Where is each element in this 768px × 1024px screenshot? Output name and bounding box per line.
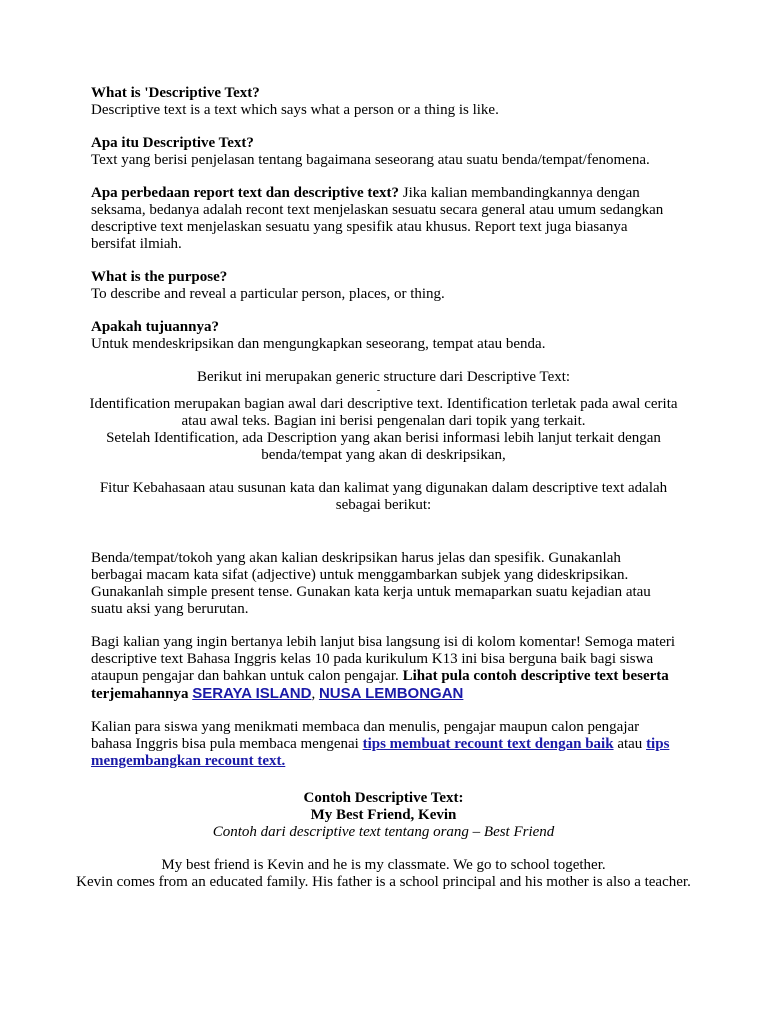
text-features-body: Benda/tempat/tokoh yang akan kalian deskripsikan harus jelas dan spesifik. Gunakanlah berbagai macam kata sifat (adjective) untuk menggambarkan subjek yang dideskripsikan. Gunakanlah simple present tense. Gunakan kata kerja untuk memaparkan suatu kejadian atau suatu aksi yang berurutan. [91, 550, 651, 617]
section-tujuan [91, 319, 676, 353]
text-closing: Bagi kalian yang ingin bertanya lebih lanjut bisa langsung isi di kolom komentar! Semoga materi descriptive text Bahasa Inggris kelas 10 pada kurikulum K13 ini bisa berguna baik bagi siswa ataupun pengajar dan bahkan untuk calon pengajar. [91, 634, 676, 684]
text-features-intro: Fitur Kebahasaan atau susunan kata dan kalimat yang digunakan dalam descriptive text adalah sebagai berikut: [99, 480, 668, 513]
link-seraya-island[interactable]: SERAYA ISLAND [192, 685, 312, 702]
section-more [91, 719, 676, 770]
text-more: Kalian para siswa yang menikmati membaca dan menulis, pengajar maupun calon pengajar bahasa Inggris bisa pula membaca mengenai [91, 719, 640, 752]
heading-purpose: What is the purpose? [91, 269, 228, 285]
text-structure-intro: Berikut ini merupakan generic structure dari Descriptive Text: [196, 369, 571, 385]
example-title: Contoh Descriptive Text: [303, 790, 464, 806]
paragraph-perbedaan [91, 185, 676, 253]
example-line-1: My best friend is Kevin and he is my classmate. We go to school together. [161, 857, 606, 873]
text-tujuan: Untuk mendeskripsikan dan mengungkapkan seseorang, tempat atau benda. [91, 336, 546, 352]
section-closing [91, 634, 676, 703]
section-features [91, 480, 676, 618]
example-line-2: Kevin comes from an educated family. His father is a school principal and his mother is also a teacher. [76, 874, 691, 890]
link-tips-membuat-recount[interactable]: tips membuat recount text dengan baik [362, 736, 614, 752]
heading-perbedaan: Apa perbedaan report text dan descriptive text? [91, 185, 400, 201]
text-atau: atau [613, 736, 647, 752]
paragraph-closing [91, 634, 676, 703]
paragraph-more [91, 719, 676, 770]
text-apa-itu: Text yang berisi penjelasan tentang bagaimana seseorang atau suatu benda/tempat/fenomena. [91, 152, 650, 168]
heading-tujuan: Apakah tujuannya? [91, 319, 219, 335]
text-what-is: Descriptive text is a text which says what a person or a thing is like. [91, 102, 499, 118]
example-caption: Contoh dari descriptive text tentang orang – Best Friend [212, 824, 555, 840]
example-subtitle: My Best Friend, Kevin [310, 807, 457, 823]
heading-apa-itu: Apa itu Descriptive Text? [91, 135, 254, 151]
section-what-is [91, 85, 676, 119]
text-lihat-pula: Lihat pula contoh descriptive text beserta terjemahannya [91, 668, 669, 702]
text-perbedaan: Jika kalian membandingkannya dengan seksama, bedanya adalah recont text menjelaskan sesuatu secara general atau umum sedangkan descriptive text menjelaskan sesuatu yang spesifik atau khusus. Report text juga biasanya bersifat ilmiah. [91, 185, 664, 252]
section-structure [91, 369, 676, 464]
text-purpose: To describe and reveal a particular person, places, or thing. [91, 286, 445, 302]
link-nusa-lembongan[interactable]: NUSA LEMBONGAN [318, 685, 464, 702]
heading-what-is: What is 'Descriptive Text? [91, 85, 260, 101]
text-description: Setelah Identification, ada Description yang akan berisi informasi lebih lanjut terkait dengan benda/tempat yang akan di deskripsikan, [106, 430, 661, 463]
section-example [76, 790, 691, 891]
section-apa-itu [91, 135, 676, 169]
text-separator: , [311, 686, 319, 702]
text-identification: Identification merupakan bagian awal dari descriptive text. Identification terletak pada awal cerita atau awal teks. Bagian ini berisi pengenalan dari topik yang terkait. [89, 396, 678, 429]
section-purpose [91, 269, 676, 303]
list-marker: - [376, 385, 381, 396]
section-perbedaan [91, 185, 676, 253]
link-tips-mengembangkan-recount[interactable]: tips mengembangkan recount text. [91, 736, 670, 769]
